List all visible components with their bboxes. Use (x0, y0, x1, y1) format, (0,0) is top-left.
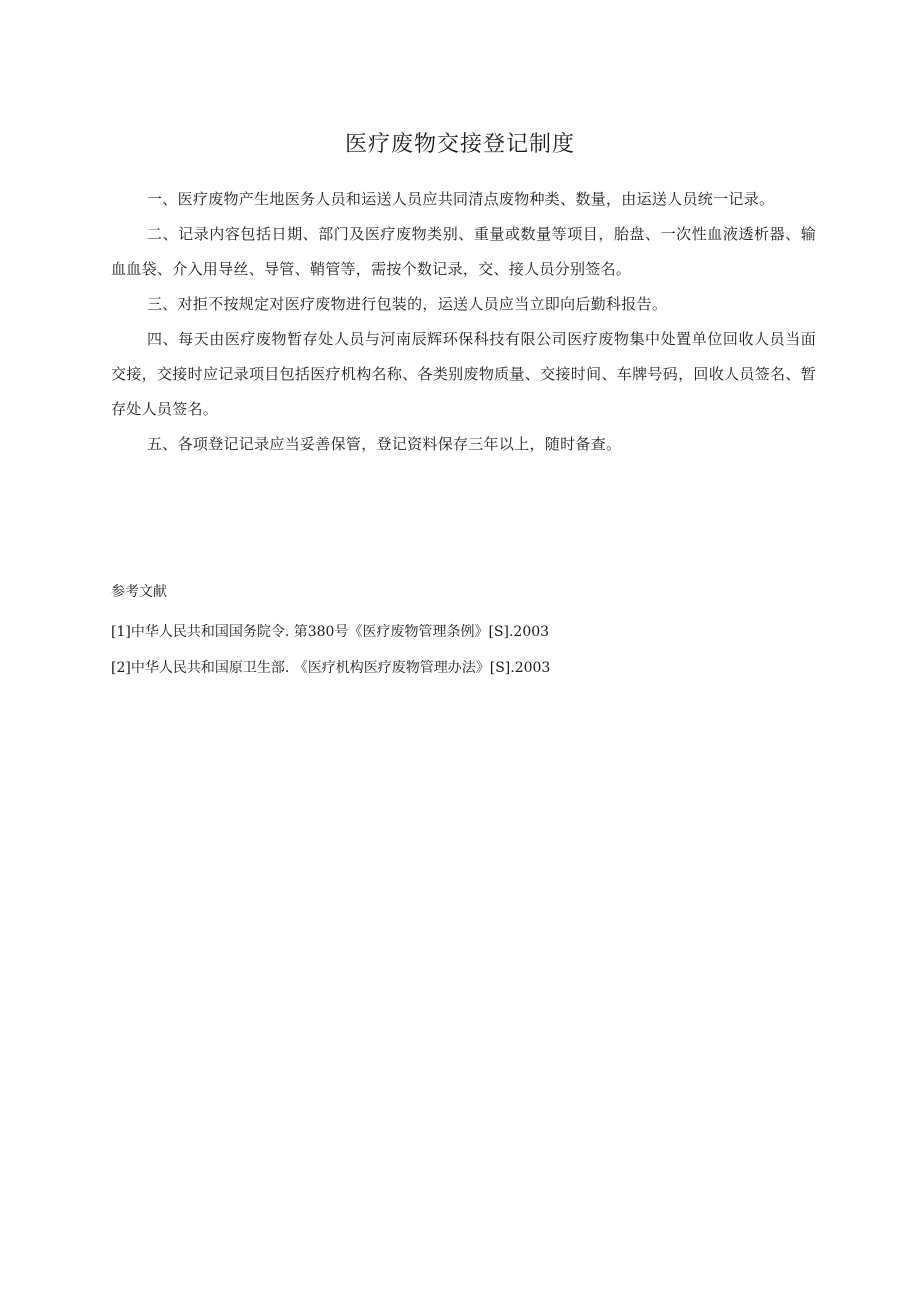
references-heading: 参考文献 (111, 584, 167, 600)
paragraph-2: 二、记录内容包括日期、部门及医疗废物类别、重量或数量等项目，胎盘、一次性血液透析器、输血血袋、介入用导丝、导管、鞘管等，需按个数记录，交、接人员分别签名。 (111, 225, 816, 278)
paragraph-4: 四、每天由医疗废物暂存处人员与河南辰辉环保科技有限公司医疗废物集中处置单位回收人员当面交接，交接时应记录项目包括医疗机构名称、各类别废物质量、交接时间、车牌号码，回收人员签名、暂存处人员签名。 (111, 330, 816, 418)
document-title: 医疗废物交接登记制度 (344, 132, 575, 157)
paragraph-5: 五、各项登记记录应当妥善保管，登记资料保存三年以上，随时备查。 (147, 435, 622, 453)
document-body (111, 182, 816, 462)
reference-item-1: [1]中华人民共和国国务院令. 第380号《医疗废物管理条例》[S].2003 (111, 624, 550, 640)
references-section (111, 580, 816, 686)
references-list (111, 614, 816, 686)
paragraph-3: 三、对拒不按规定对医疗废物进行包装的，运送人员应当立即向后勤科报告。 (147, 295, 668, 313)
reference-item-2: [2]中华人民共和国原卫生部. 《医疗机构医疗废物管理办法》[S].2003 (111, 660, 551, 676)
paragraph-1: 一、医疗废物产生地医务人员和运送人员应共同清点废物种类、数量，由运送人员统一记录。 (147, 190, 775, 208)
